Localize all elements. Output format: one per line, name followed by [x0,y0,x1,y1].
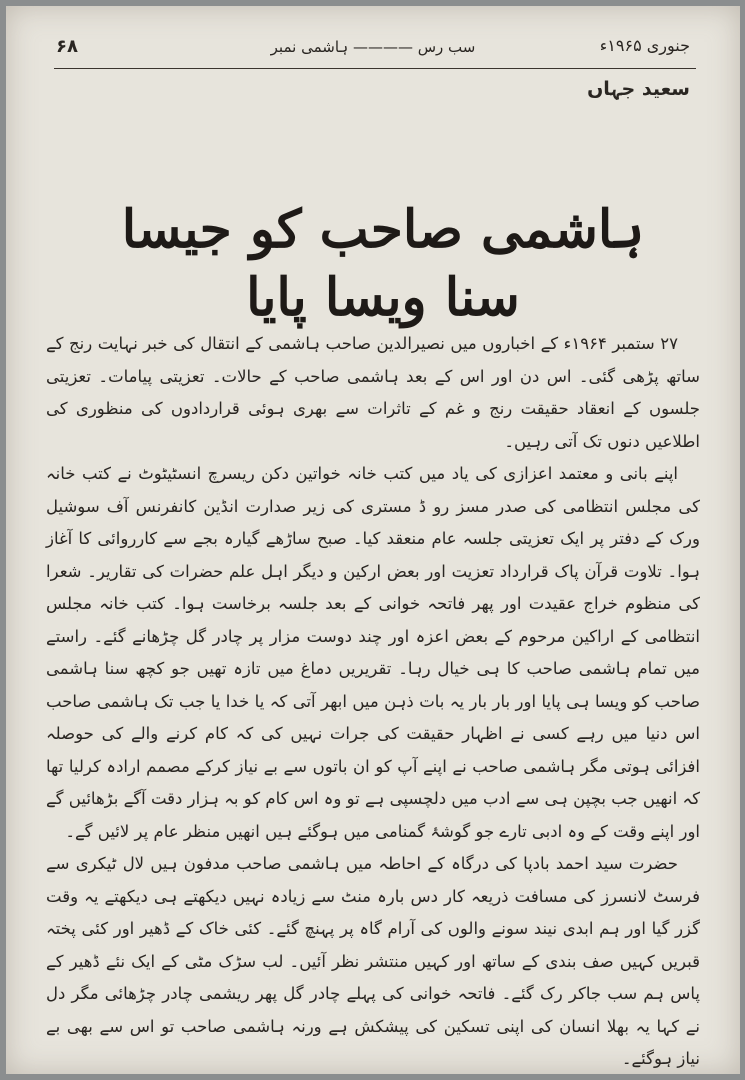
running-header [56,36,690,68]
header-divider [54,68,696,69]
paragraph: ۲۷ ستمبر ۱۹۶۴ء کے اخباروں میں نصیرالدین صاحب ہاشمی کے انتقال کی خبر نہایت رنج کے ساتھ پڑھی گئی۔ اس دن اور اس کے بعد ہاشمی صاحب کے حالات۔ تعزیتی پیامات۔ تعزیتی جلسوں کے انعقاد حقیقت رنج و غم کے تاثرات سے بھری ہوئی قراردادوں کی منظوری کی اطلاعیں دنوں تک آتی رہیں۔ [46,334,700,451]
magazine-name: سب رس ———— ہاشمی نمبر [270,38,476,56]
paragraph: اپنے بانی و معتمد اعزازی کی یاد میں کتب خانہ خواتین دکن ریسرچ انسٹیٹوٹ نے کتب خانہ کی مجلس انتظامی کی صدر مسز رو ڈ مستری کی زیر صدارت انڈین کانفرنس آف سوشیل ورک کے دفتر پر ایک تعزیتی جلسہ عام منعقد کیا۔ صبح ساڑھے گیارہ بجے سے کارروائی کا آغاز ہوا۔ تلاوت قرآن پاک قرارداد تعزیت اور بعض ارکین و دیگر اہل علم حضرات کی تقاریر۔ شعرا کی منظوم خراج عقیدت اور پھر فاتحہ خوانی کے بعد جلسہ برخاست ہوا۔ کتب خانہ مجلس انتظامی کے اراکین مرحوم کے بعض اعزہ اور چند دوست مزار پر چادر گل چڑھانے گئے۔ راستے میں تمام ہاشمی صاحب کا ہی خیال رہا۔ تقریریں دماغ میں تازہ تھیں جو کچھ سنا ہاشمی صاحب کو ویسا ہی پایا اور بار بار یہ بات ذہن میں ابھر آتی کہ یا خدا یا جب تک ہاشمی صاحب اس دنیا میں رہے کسی نے اظہار حقیقت کی جرات نہیں کی کہ کام کرنے والے کی حوصلہ افزائی ہوتی مگر ہاشمی صاحب نے اپنے آپ کو ان باتوں سے بے نیاز کرکے مصمم ارادہ کرلیا تھا کہ انھیں جب بچپن ہی سے ادب میں دلچسپی ہے تو وہ اس کام کو بہ ہزار دقت آگے بڑھائیں گے اور اپنے وقت کے وہ ادبی تارے جو گوشۂ گمنامی میں ہوگئے ہیں انھیں منظر عام پر لائیں گے۔ [46,464,700,841]
magazine-page [6,6,740,1074]
page-number: ۶۸ [56,36,78,57]
author-name: سعید جہاں [587,78,690,100]
article-body [46,328,700,1068]
paragraph: حضرت سید احمد بادپا کی درگاہ کے احاطہ میں ہاشمی صاحب مدفون ہیں لال ٹیکری سے فرسٹ لانسرز کی مسافت ذریعہ کار دس بارہ منٹ سے زیادہ نہیں دیکھتے ہی دیکھتے یہ وقت گزر گیا اور ہم ابدی نیند سونے والوں کی آرام گاہ پر پہنچ گئے۔ کئی خاک کے ڈھیر اور کئی پختہ قبریں کہیں صف بندی کے ساتھ اور کہیں منتشر نظر آئیں۔ لب سڑک مٹی کے ایک نئے ڈھیر کے پاس ہم سب جاکر رک گئے۔ فاتحہ خوانی کی پہلے چادر گل پھر ریشمی چادر چڑھائی مگر دل نے کہا یہ بھلا انسان کی اپنی تسکین کی پیشکش ہے ورنہ ہاشمی صاحب تو اس سے بھی بے نیاز ہوگئے۔ [46,854,700,1068]
article-title: ہاشمی صاحب کو جیسا سنا ویسا پایا [121,199,645,328]
issue-date: جنوری ۱۹۶۵ء [599,36,690,55]
